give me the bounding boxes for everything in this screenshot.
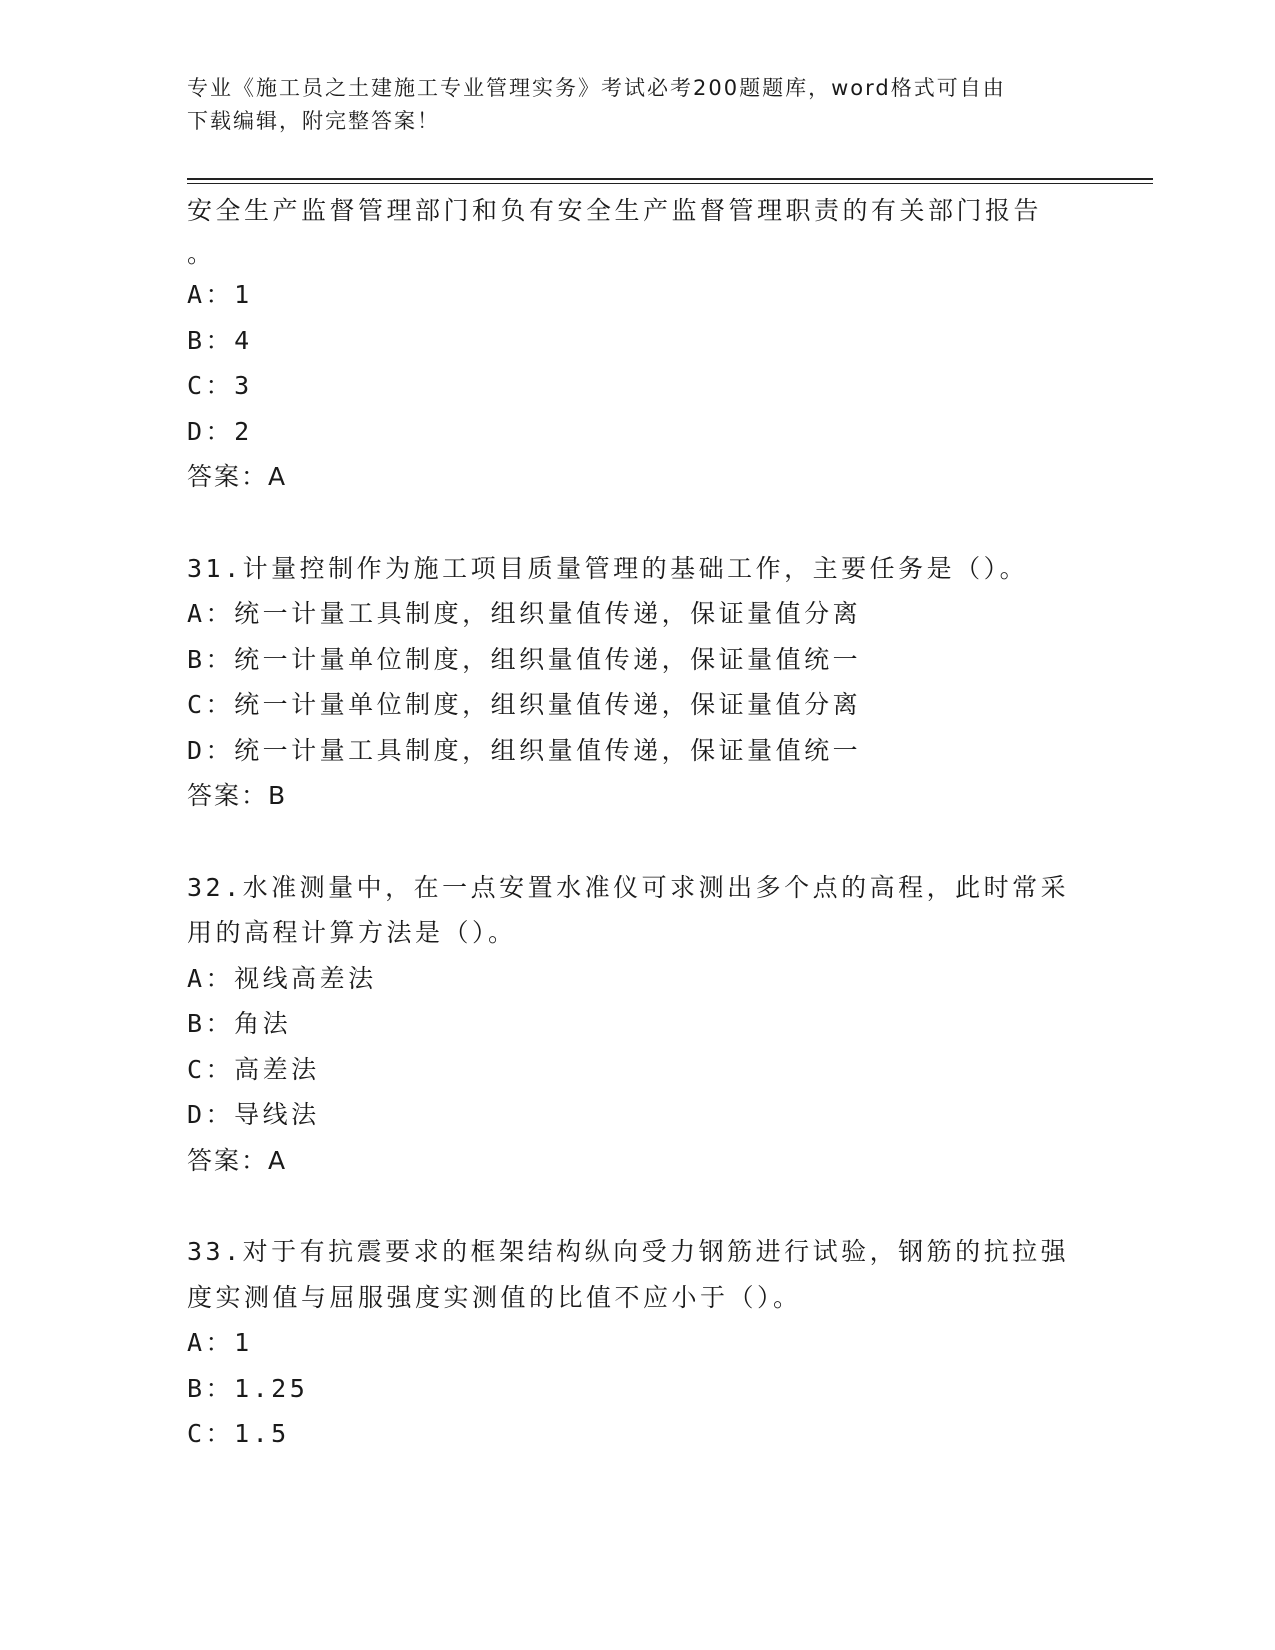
option-b: B：统一计量单位制度，组织量值传递，保证量值统一: [187, 644, 862, 674]
continued-question: [187, 186, 1087, 500]
header-line-2: 下载编辑，附完整答案！: [187, 109, 440, 133]
option-d: D：导线法: [187, 1100, 320, 1129]
header-line-1: 专业《施工员之土建施工专业管理实务》考试必考200题题库，word格式可自由: [187, 76, 1006, 100]
option-a: A：统一计量工具制度，组织量值传递，保证量值分离: [187, 599, 862, 628]
option-b: B：4: [187, 325, 253, 355]
question-stem-line: 32.水准测量中，在一点安置水准仪可求测出多个点的高程，此时常采: [187, 872, 1070, 902]
option-b: B：角法: [187, 1009, 292, 1038]
option-d: D：统一计量工具制度，组织量值传递，保证量值统一: [187, 735, 862, 765]
question-stem-line: 33.对于有抗震要求的框架结构纵向受力钢筋进行试验，钢筋的抗拉强: [187, 1237, 1070, 1266]
option-c: C：3: [187, 371, 253, 400]
option-d: D：2: [187, 416, 253, 446]
option-c: C：1.5: [187, 1419, 290, 1448]
option-a: A：视线高差法: [187, 963, 377, 993]
question-stem-line: 用的高程计算方法是（）。: [187, 918, 517, 947]
question-32: [187, 865, 1087, 1184]
document-header: [187, 72, 1067, 138]
answer-line: 答案：A: [187, 1145, 288, 1175]
option-b: B：1.25: [187, 1373, 309, 1403]
question-stem-line: 31.计量控制作为施工项目质量管理的基础工作，主要任务是（）。: [187, 553, 1029, 583]
question-31: [187, 546, 1087, 819]
question-list: [187, 186, 1087, 1457]
question-stem-line: 度实测值与屈服强度实测值的比值不应小于（）。: [187, 1282, 802, 1312]
option-c: C：统一计量单位制度，组织量值传递，保证量值分离: [187, 690, 862, 719]
answer-line: 答案：B: [187, 781, 288, 810]
option-a: A：1: [187, 280, 253, 309]
option-a: A：1: [187, 1328, 253, 1357]
question-33: [187, 1229, 1087, 1457]
header-divider-thin: [187, 183, 1153, 184]
option-c: C：高差法: [187, 1054, 320, 1084]
header-divider-thick: [187, 178, 1153, 180]
answer-line: 答案：A: [187, 462, 288, 491]
question-stem-tail: 。: [187, 239, 216, 268]
question-stem-line: 安全生产监督管理部门和负有安全生产监督管理职责的有关部门报告: [187, 196, 1043, 225]
